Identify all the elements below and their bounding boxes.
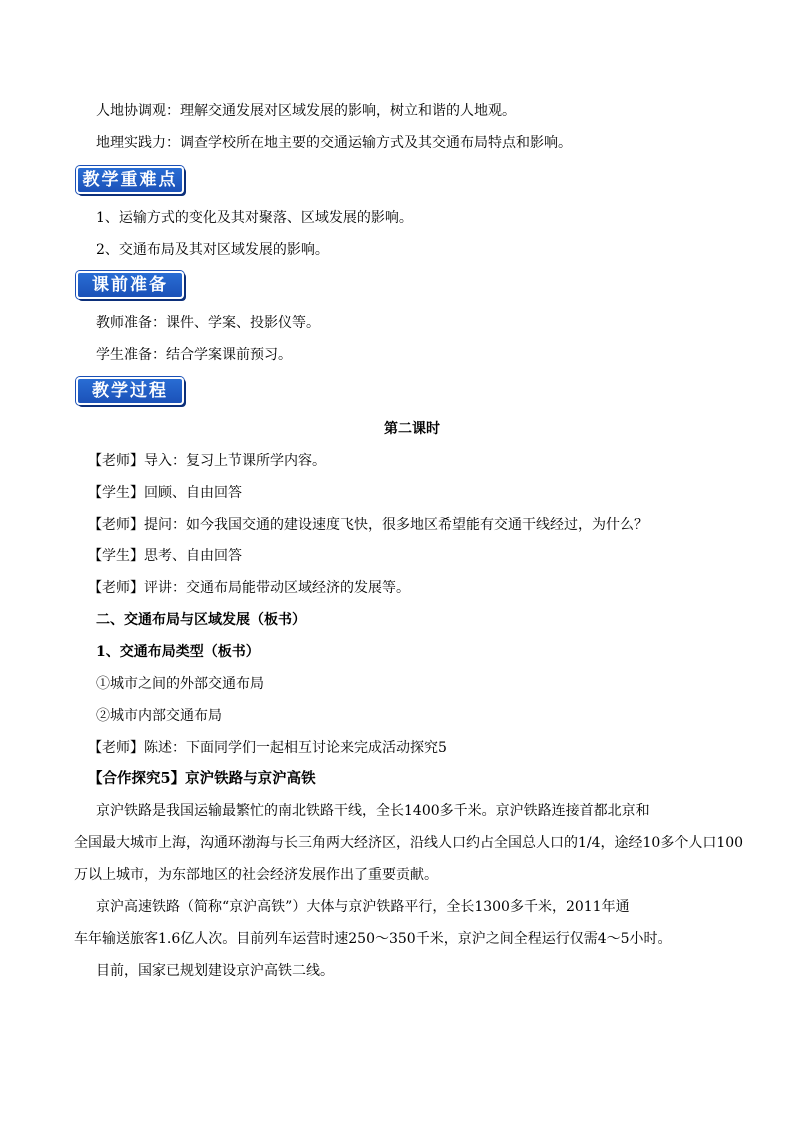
teacher-preparation: 教师准备：课件、学案、投影仪等。 xyxy=(96,315,320,331)
student-preparation: 学生准备：结合学案课前预习。 xyxy=(96,347,292,363)
objective-geo-practice: 地理实践力：调查学校所在地主要的交通运输方式及其交通布局特点和影响。 xyxy=(96,135,572,151)
activity-title: 【合作探究5】京沪铁路与京沪高铁 xyxy=(88,770,316,787)
activity-paragraph-line-2: 全国最大城市上海，沟通环渤海与长三角两大经济区，沿线人口约占全国总人口的1/4，途经10多个人口100 xyxy=(74,835,744,851)
heading-key-points: 教学重难点 xyxy=(76,166,184,194)
key-point-2: 2、交通布局及其对区域发展的影响。 xyxy=(96,242,329,258)
board-subtitle: 1、交通布局类型（板书） xyxy=(96,644,260,660)
dialogue-teacher-comment: 【老师】评讲：交通布局能带动区域经济的发展等。 xyxy=(88,580,410,596)
activity-paragraph-line-4: 京沪高速铁路（简称“京沪高铁”）大体与京沪铁路平行，全长1300多千米，2011年通 xyxy=(96,899,630,915)
type-internal: ②城市内部交通布局 xyxy=(96,708,222,724)
lesson-title: 第二课时 xyxy=(384,421,440,437)
activity-paragraph-line-1: 京沪铁路是我国运输最繁忙的南北铁路干线，全长1400多千米。京沪铁路连接首都北京和 xyxy=(96,803,650,819)
board-title: 二、交通布局与区域发展（板书） xyxy=(96,612,306,628)
activity-paragraph-line-5: 车年输送旅客1.6亿人次。目前列车运营时速250～350千米，京沪之间全程运行仅需4～5小时。 xyxy=(74,931,672,947)
dialogue-teacher-question: 【老师】提问：如今我国交通的建设速度飞快，很多地区希望能有交通干线经过，为什么？ xyxy=(88,517,648,533)
activity-paragraph-line-6: 目前，国家已规划建设京沪高铁二线。 xyxy=(96,963,334,979)
teacher-statement: 【老师】陈述：下面同学们一起相互讨论来完成活动探究5 xyxy=(88,740,447,756)
objective-human-earth: 人地协调观：理解交通发展对区域发展的影响，树立和谐的人地观。 xyxy=(96,103,516,119)
heading-preparation: 课前准备 xyxy=(76,271,184,299)
type-external: ①城市之间的外部交通布局 xyxy=(96,676,264,692)
dialogue-student-review: 【学生】回顾、自由回答 xyxy=(88,485,242,501)
dialogue-teacher-intro: 【老师】导入：复习上节课所学内容。 xyxy=(88,453,326,469)
dialogue-student-think: 【学生】思考、自由回答 xyxy=(88,548,242,564)
heading-process: 教学过程 xyxy=(76,377,184,405)
activity-paragraph-line-3: 万以上城市，为东部地区的社会经济发展作出了重要贡献。 xyxy=(74,867,438,883)
key-point-1: 1、运输方式的变化及其对聚落、区域发展的影响。 xyxy=(96,210,413,226)
